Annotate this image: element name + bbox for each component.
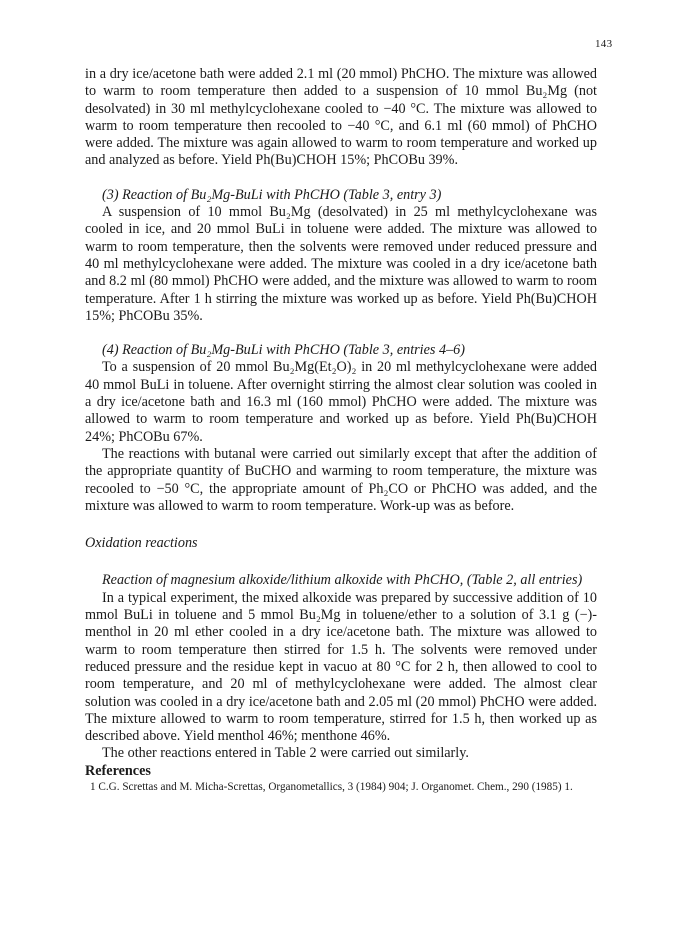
section-4-heading: (4) Reaction of Bu₂Mg-BuLi with PhCHO (Table 3, entries 4–6) xyxy=(102,342,465,359)
continuation-paragraph: in a dry ice/acetone bath were added 2.1 ml (20 mmol) PhCHO. The mixture was allowed to warm to room temperature then added to a suspension of 10 mmol Bu₂Mg (not desolvated) in 30 ml methylcyclohexane cooled to −40 °C. The mixture was allowed to warm to room temperature then recooled to −40 °C, and 6.1 ml (60 mmol) of PhCHO were added. The mixture was again allowed to warm to room temperature and worked up and analyzed as before. Yield Ph(Bu)CHOH 15%; PhCOBu 39%. xyxy=(85,66,597,169)
section-4-paragraph: To a suspension of 20 mmol Bu₂Mg(Et₂O)₂ in 20 ml methylcyclohexane were added 40 mmol BuLi in toluene. After overnight stirring the almost clear solution was cooled in a dry ice/acetone bath and 16.3 ml (160 mmol) PhCHO were added. The mixture was allowed to warm to room temperature and worked up as before. Yield Ph(Bu)CHOH 24%; PhCOBu 67%. xyxy=(85,359,597,445)
section-3-heading: (3) Reaction of Bu₂Mg-BuLi with PhCHO (Table 3, entry 3) xyxy=(102,186,442,203)
reference-item: 1 C.G. Screttas and M. Micha-Screttas, Organometallics, 3 (1984) 904; J. Organomet. Chem., 290 (1985) 1. xyxy=(90,780,573,793)
article-body xyxy=(85,66,597,795)
oxidation-subheading: Reaction of magnesium alkoxide/lithium alkoxide with PhCHO, (Table 2, all entries) xyxy=(102,572,583,589)
section-3-paragraph: A suspension of 10 mmol Bu₂Mg (desolvated) in 25 ml methylcyclohexane was cooled in ice, and 20 mmol BuLi in toluene were added. The mixture was allowed to warm to room temperature, then the solvents were removed under reduced pressure and 40 ml methylcyclohexane were added. The mixture was cooled in a dry ice/acetone bath and 8.2 ml (80 mmol) PhCHO were added, and the mixture was allowed to warm to room temperature. After 1 h stirring the mixture was worked up as before. Yield Ph(Bu)CHOH 15%; PhCOBu 35%. xyxy=(85,204,597,324)
oxidation-paragraph-2: The other reactions entered in Table 2 were carried out similarly. xyxy=(102,745,469,762)
section-4-paragraph-2: The reactions with butanal were carried out similarly except that after the addition of the appropriate quantity of BuCHO and warming to room temperature, the mixture was recooled to −50 °C, the appropriate amount of Ph₂CO or PhCHO was added, and the mixture was allowed to warm to room temperature. Work-up was as before. xyxy=(85,445,597,514)
oxidation-paragraph: In a typical experiment, the mixed alkoxide was prepared by successive addition of 10 mmol BuLi in toluene and 5 mmol Bu₂Mg in toluene/ether to a solution of 3.1 g (−)-menthol in 20 ml ether cooled in a dry ice/acetone bath. The mixture was allowed to warm to room temperature then stirred for 1.5 h. The solvents were removed under reduced pressure and the residue kept in vacuo at 80 °C for 2 h, then allowed to cool to room temperature, and 20 ml of methylcyclohexane were added. The almost clear solution was cooled in a dry ice/acetone bath and 2.05 ml (20 mmol) PhCHO were added. The mixture allowed to warm to room temperature, stirred for 1.5 h, then worked up as described above. Yield menthol 46%; menthone 46%. xyxy=(85,589,597,745)
oxidation-heading: Oxidation reactions xyxy=(85,535,198,552)
page-number: 143 xyxy=(595,38,613,50)
references-heading: References xyxy=(85,762,151,779)
